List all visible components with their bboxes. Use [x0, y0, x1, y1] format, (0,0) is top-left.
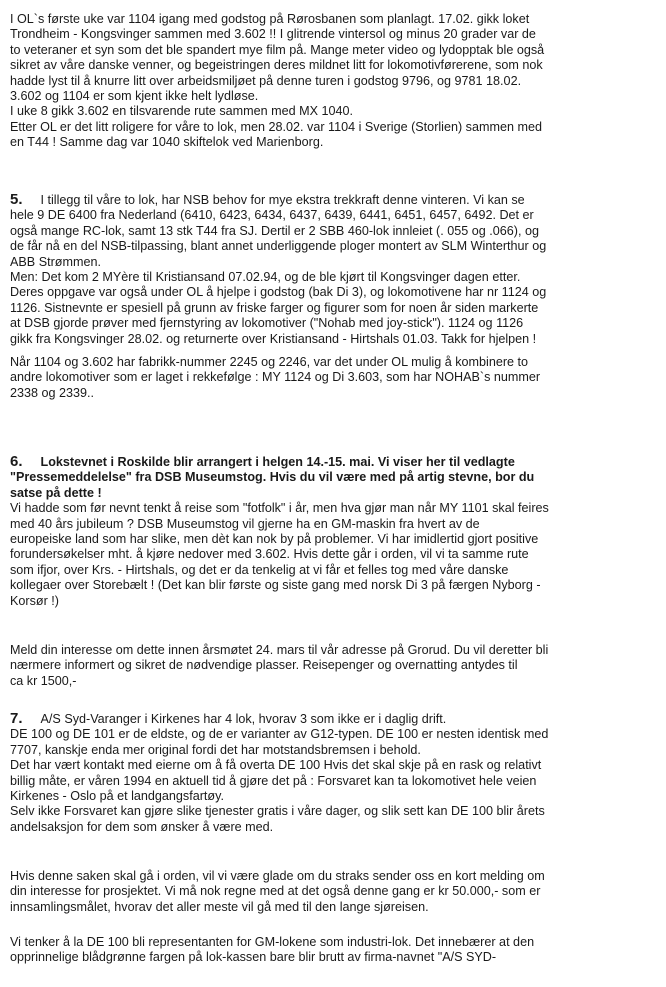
section-5	[10, 192, 658, 347]
section-7	[10, 711, 658, 835]
text-line: en T44 ! Samme dag var 1040 skiftelok ved Marienborg.	[10, 135, 324, 150]
text-line: Trondheim - Kongsvinger sammen med 3.602 !! I glitrende vintersol og minus 20 grader var de	[10, 27, 536, 42]
text-line: 7707, kanskje enda mer original fordi det har motstandsbremsen i behold.	[10, 742, 421, 757]
text-line: "Pressemeddelelse" fra DSB Museumstog. Hvis du vil være med på artig stevne, bor du	[10, 470, 535, 485]
text-line: sikret av våre danske venner, og begeistringen deres mildnet litt for lokomotivførerene, som nok	[10, 58, 543, 73]
section-6	[10, 454, 658, 609]
text-line: din interesse for prosjektet. Vi må nok regne med at det også denne gang er kr 50.000,- som er	[10, 884, 541, 899]
text-line: I OL`s første uke var 1104 igang med godstog på Rørosbanen som planlagt. 17.02. gikk loket	[10, 12, 530, 26]
text-line: hadde lyst til å knurre litt over arbeidsmiljøet på denne turen i godstog 9796, og 9781 18.02.	[10, 73, 522, 88]
text-line: DE 100 og DE 101 er de eldste, og de er varianter av G12-typen. DE 100 er nesten identisk med	[10, 727, 549, 742]
text-line: Vi hadde som før nevnt tenkt å reise som "fotfolk" i år, men hva gjør man når MY 1101 skal feires	[10, 501, 549, 516]
section-7-paragraph-3	[10, 935, 658, 966]
text-line: satse på dette !	[10, 485, 102, 500]
text-line: ca kr 1500,-	[10, 673, 77, 688]
text-line: Hvis denne saken skal gå i orden, vil vi være glade om du straks sender oss en kort melding om	[10, 869, 545, 883]
text-line: ABB Strømmen.	[10, 254, 101, 269]
section-6-paragraph-2	[10, 643, 658, 689]
text-line: med 40 års jubileum ? DSB Museumstog vil gjerne ha en GM-maskin fra hvert av de	[10, 516, 480, 531]
text-line: nærmere informert og sikret de nødvendige plasser. Reisepenger og overnatting antydes til	[10, 658, 518, 673]
text-line: I uke 8 gikk 3.602 en tilsvarende rute sammen med MX 1040.	[10, 104, 354, 119]
text-line: Selv ikke Forsvaret kan gjøre slike tjenester gratis i våre dager, og slik sett kan DE 100 blir årets	[10, 804, 545, 819]
section-number: 7.	[10, 710, 23, 727]
text-line: Det har vært kontakt med eierne om å få overta DE 100 Hvis det skal skje på en rask og relativt	[10, 758, 542, 773]
text-line: Kirkenes - Oslo på et landgangsfartøy.	[10, 789, 224, 804]
text-line: forundersøkelser mht. å kjøre nedover med 3.602. Hvis dette går i orden, vil vi ta samme rute	[10, 547, 529, 562]
section-7-first-line	[10, 711, 658, 727]
text-line: 2338 og 2339..	[10, 385, 95, 400]
text-line: Meld din interesse om dette innen årsmøtet 24. mars til vår adresse på Grorud. Du vil deretter bli	[10, 643, 549, 657]
intro-paragraph	[10, 12, 658, 151]
text-line: Deres oppgave var også under OL å hjelpe i godstog (bak Di 3), og lokomotivene har nr 1124 og	[10, 285, 547, 300]
section-number: 5.	[10, 191, 23, 208]
text-line: billig måte, er våren 1994 en aktuell tid å gjøre det på : Forsvaret kan ta lokomotivet hele veien	[10, 773, 537, 788]
section-5-first-line	[10, 192, 658, 208]
text-line: Vi tenker å la DE 100 bli representanten for GM-lokene som industri-lok. Det innebærer at den	[10, 935, 535, 949]
text-line: innsamlingsmålet, hvorav det aller meste vil gå med til den lange sjøreisen.	[10, 899, 429, 914]
text-line: europeiske land som har slike, men dèt kan nok by på problemer. Vi har imidlertid gjort positive	[10, 532, 539, 547]
text-line: Korsør !)	[10, 593, 59, 608]
text-line: opprinnelige blådgrønne fargen på lok-kassen bare blir brutt av firma-navnet "A/S SYD-	[10, 950, 497, 965]
text-line: andre lokomotiver som er laget i rekkefølge : MY 1124 og Di 3.603, som har NOHAB`s nummer	[10, 370, 541, 385]
section-5-paragraph-2	[10, 355, 658, 401]
text-line: kollegaer over Storebælt ! (Det kan blir første og siste gang med norsk Di 3 på færgen Nyborg -	[10, 578, 541, 593]
text-line: gikk fra Kongsvinger 28.02. og returnerte over Kristiansand - Hirtshals 01.03. Takk for hjelpen !	[10, 331, 537, 346]
text-line: 1126. Sistnevnte er spesiell på grunn av friske farger og figurer som for noen år siden markerte	[10, 300, 539, 315]
text-line: de får nå en del NSB-tilpassing, blant annet underliggende ploger montert av SLM Winterthur og	[10, 239, 547, 254]
text-line: to veteraner et syn som det ble spandert mye film på. Mange meter video og lydopptak ble også	[10, 42, 545, 57]
section-6-first-line	[10, 454, 658, 470]
text-line: Men: Det kom 2 MYère til Kristiansand 07.02.94, og de ble kjørt til Kongsvinger dagen etter.	[10, 270, 521, 285]
text-line: A/S Syd-Varanger i Kirkenes har 4 lok, hvorav 3 som ikke er i daglig drift.	[40, 712, 447, 726]
text-line: 3.602 og 1104 er som kjent ikke helt lydløse.	[10, 89, 259, 104]
text-line: Når 1104 og 3.602 har fabrikk-nummer 2245 og 2246, var det under OL mulig å kombinere to	[10, 355, 529, 369]
text-line: andelsaksjon for dem som ønsker å være med.	[10, 819, 274, 834]
text-line: også mange RC-lok, samt 13 stk T44 fra SJ. Dertil er 2 SBB 460-lok innleiet (. 055 og .066), og	[10, 223, 539, 238]
text-line: Lokstevnet i Roskilde blir arrangert i helgen 14.-15. mai. Vi viser her til vedlagte	[40, 455, 515, 469]
text-line: I tillegg til våre to lok, har NSB behov for mye ekstra trekkraft denne vinteren. Vi kan se	[40, 193, 525, 207]
text-line: Etter OL er det litt roligere for våre to lok, men 28.02. var 1104 i Sverige (Storlien) sammen med	[10, 119, 542, 134]
text-line: som ifjor, over Krs. - Hirtshals, og det er da tenkelig at vi får et felles tog med våre danske	[10, 562, 509, 577]
text-line: hele 9 DE 6400 fra Nederland (6410, 6423, 6434, 6437, 6439, 6441, 6451, 6457, 6492. Det er	[10, 208, 534, 223]
section-number: 6.	[10, 453, 23, 470]
text-line: at DSB gjorde prøver med fjernstyring av lokomotiver ("Nohab med joy-stick"). 1124 og 1126	[10, 316, 524, 331]
section-7-paragraph-2	[10, 869, 658, 915]
